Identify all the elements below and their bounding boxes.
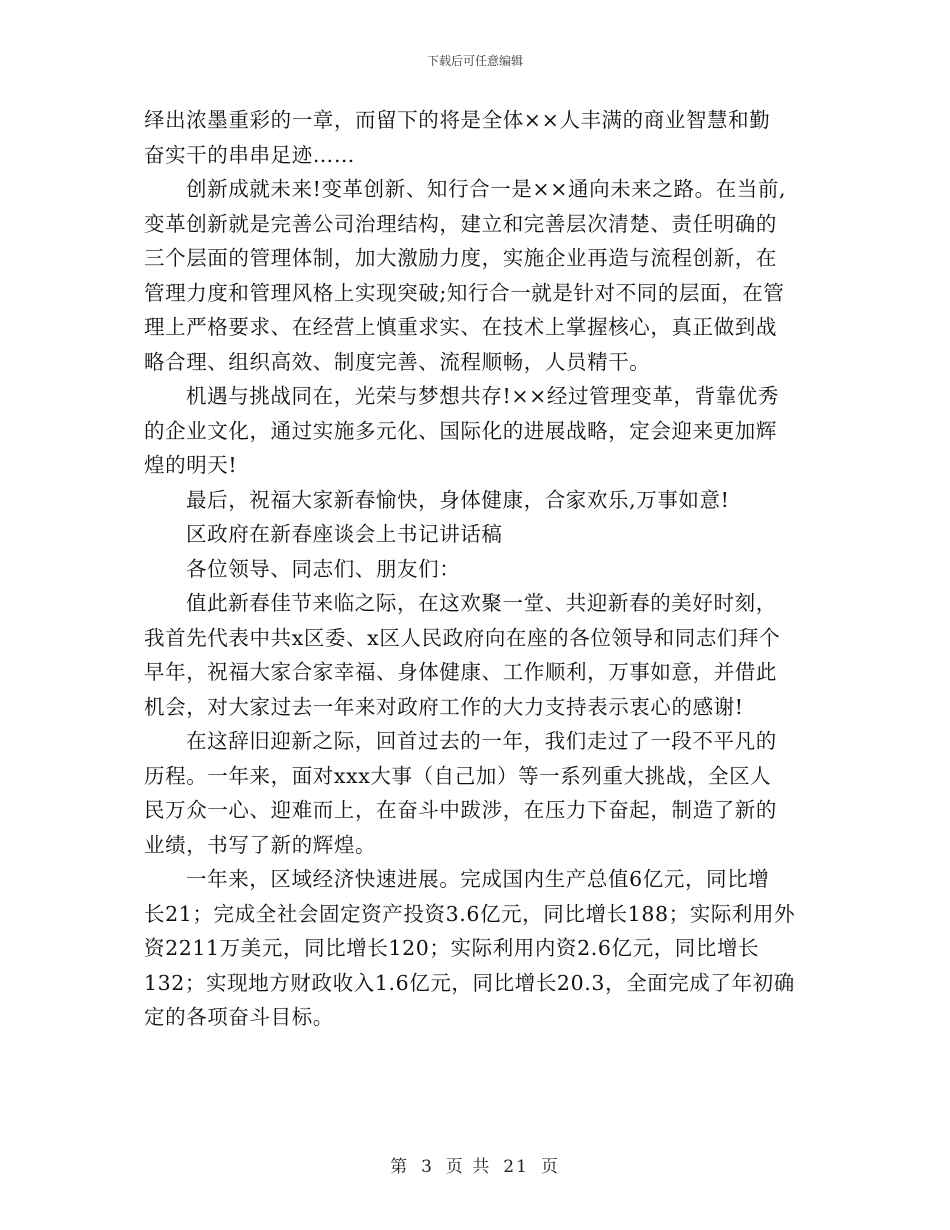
text-line: 奋实干的串串足迹…… [144,142,355,167]
text-line: 三个层面的管理体制，加大激励力度，实施企业再造与流程创新，在 [144,246,777,270]
text-line: 机遇与挑战同在，光荣与梦想共存!××经过管理变革，背靠优秀 [186,384,779,408]
text-line: 煌的明天! [144,453,238,477]
text-line: 早年，祝福大家合家幸福、身体健康、工作顺利，万事如意，并借此 [144,660,777,684]
text-line: 值此新春佳节来临之际，在这欢聚一堂、共迎新春的美好时刻， [186,591,777,615]
text-line: 管理力度和管理风格上实现突破;知行合一就是针对不同的层面，在管 [144,280,785,305]
text-line: 在这辞旧迎新之际，回首过去的一年，我们走过了一段不平凡的 [186,729,777,753]
text-line: 长21；完成全社会固定资产投资3.6亿元，同比增长188；实际利用外 [144,901,796,926]
text-line: 历程。一年来，面对xxx大事（自己加）等一系列重大挑战，全区人 [144,763,772,788]
document-body [144,103,824,1035]
text-line: 一年来，区域经济快速进展。完成国内生产总值6亿元，同比增 [186,867,770,891]
text-line: 的企业文化，通过实施多元化、国际化的进展战略，定会迎来更加辉 [144,418,777,443]
text-line: 创新成就未来!变革创新、知行合一是××通向未来之路。在当前, [186,177,787,201]
footer-total-pages: 21 [503,1157,529,1177]
footer-page-number: 3 [421,1157,434,1177]
text-line: 区政府在新春座谈会上书记讲话稿 [186,522,503,546]
text-line: 各位领导、同志们、朋友们： [186,556,461,581]
page-footer [0,1152,950,1177]
page-header: 下载后可任意编辑 [426,54,523,68]
text-line: 业绩，书写了新的辉煌。 [144,832,377,857]
text-line: 民万众一心、迎难而上，在奋斗中跋涉，在压力下奋起，制造了新的 [144,798,777,822]
text-line: 132；实现地方财政收入1.6亿元，同比增长20.3，全面完成了年初确 [144,970,795,995]
footer-middle: 页 共 [445,1157,492,1177]
text-line: 变革创新就是完善公司治理结构，建立和完善层次清楚、责任明确的 [144,211,777,236]
footer-suffix: 页 [540,1157,560,1177]
text-line: 我首先代表中共x区委、x区人民政府向在座的各位领导和同志们拜个 [144,625,781,650]
text-line: 机会，对大家过去一年来对政府工作的大力支持表示衷心的感谢! [144,694,744,719]
text-line: 最后，祝福大家新春愉快，身体健康，合家欢乐,万事如意! [186,487,730,512]
text-line: 资2211万美元，同比增长120；实际利用内资2.6亿元，同比增长 [144,936,760,960]
text-line: 理上严格要求、在经营上慎重求实、在技术上掌握核心，真正做到战 [144,315,777,339]
text-line: 绎出浓墨重彩的一章，而留下的将是全体××人丰满的商业智慧和勤 [144,108,771,132]
text-line: 定的各项奋斗目标。 [144,1005,334,1029]
footer-prefix: 第 [390,1157,410,1177]
text-line: 略合理、组织高效、制度完善、流程顺畅，人员精干。 [144,349,651,374]
